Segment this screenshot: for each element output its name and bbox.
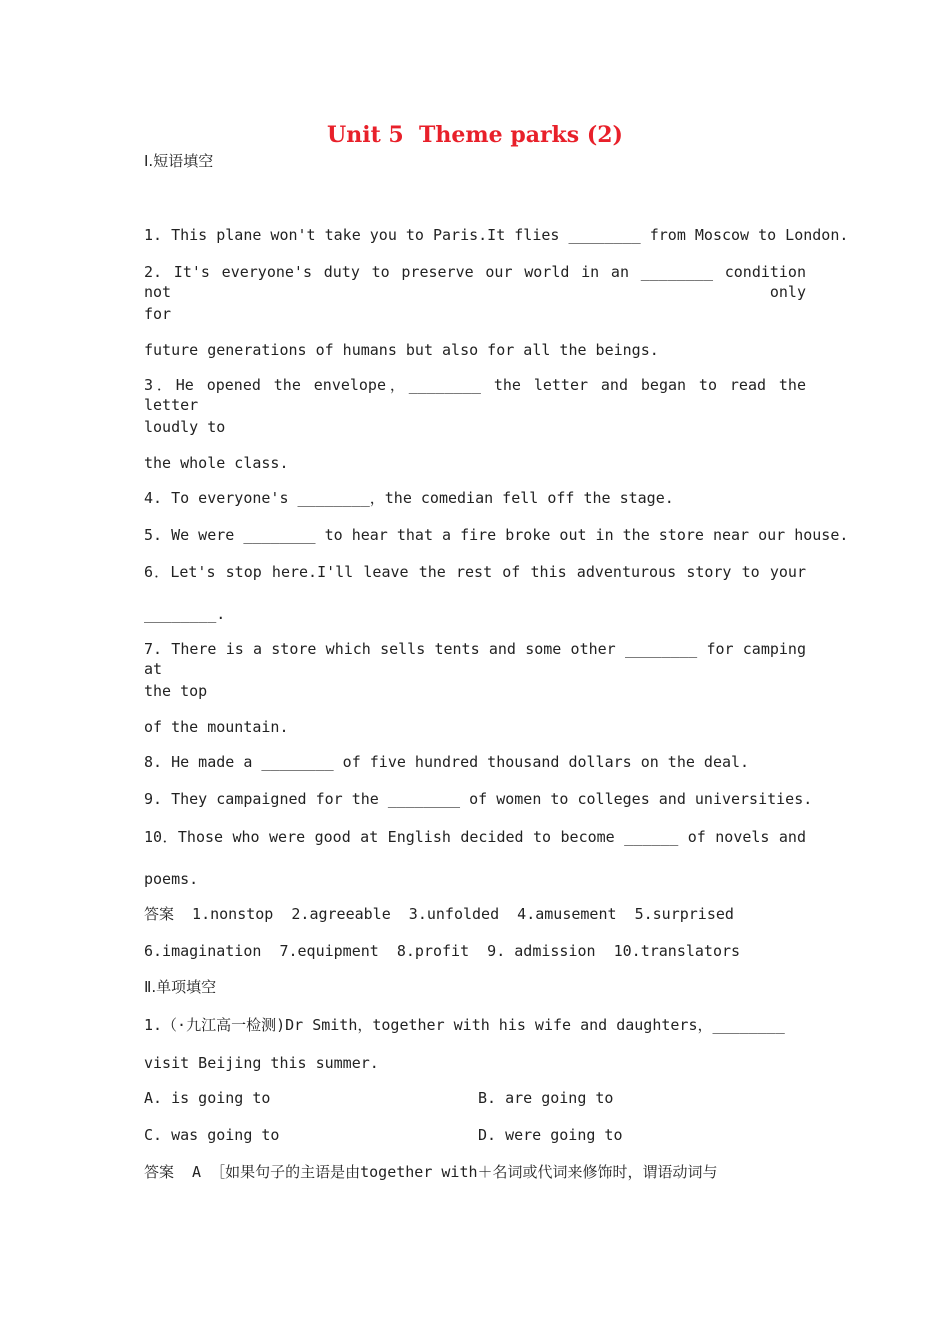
question-3-line-1: 3．He opened the envelope，________ the letter and began to read the letter <box>144 376 806 414</box>
section-1-answer-line-2: 6.imagination 7.equipment 8.profit 9. admission 10.translators <box>144 942 741 960</box>
question-6-line-1: 6．Let's stop here.I'll leave the rest of this adventurous story to your <box>144 563 806 581</box>
option-a: A. is going to <box>144 1089 271 1107</box>
section-1-heading: I.短语填空 <box>144 152 214 170</box>
question-4: 4. To everyone's ________，the comedian fell off the stage. <box>144 489 674 507</box>
question-8: 8. He made a ________ of five hundred thousand dollars on the deal. <box>144 753 750 771</box>
option-b: B. are going to <box>478 1089 614 1107</box>
question-10-line-1: 10．Those who were good at English decided to become ______ of novels and <box>144 828 806 846</box>
question-7-line-3: of the mountain. <box>144 718 289 736</box>
mc-question-1-answer: 答案 A ［如果句子的主语是由together with＋名词或代词来修饰时，谓语动词与 <box>144 1163 718 1181</box>
section-2-heading: Ⅱ.单项填空 <box>144 978 217 996</box>
question-5: 5. We were ________ to hear that a fire broke out in the store near our house. <box>144 526 849 544</box>
option-c: C. was going to <box>144 1126 280 1144</box>
question-7-line-1: 7. There is a store which sells tents and some other ________ for camping at <box>144 640 806 678</box>
question-2-line-1: 2. It's everyone's duty to preserve our world in an ________ condition not only <box>144 263 806 301</box>
question-6-line-2: ________. <box>144 605 226 623</box>
question-7-line-2: the top <box>144 682 208 700</box>
section-1-answer-line-1: 答案 1.nonstop 2.agreeable 3.unfolded 4.amusement 5.surprised <box>144 905 734 923</box>
question-3-line-3: the whole class. <box>144 454 289 472</box>
option-d: D. were going to <box>478 1126 623 1144</box>
question-2-line-2: for <box>144 305 172 323</box>
question-3-line-2: loudly to <box>144 418 226 436</box>
question-2-line-3: future generations of humans but also for all the beings. <box>144 341 659 359</box>
mc-question-1-line-2: visit Beijing this summer. <box>144 1054 379 1072</box>
question-1: 1. This plane won't take you to Paris.It flies ________ from Moscow to London. <box>144 226 849 244</box>
document-title: Unit 5 Theme parks (2) <box>327 122 623 148</box>
question-9: 9. They campaigned for the ________ of women to colleges and universities. <box>144 790 813 808</box>
question-10-line-2: poems. <box>144 870 199 888</box>
mc-question-1-line-1: 1.（·九江高一检测)Dr Smith，together with his wife and daughters，________ <box>144 1016 785 1034</box>
